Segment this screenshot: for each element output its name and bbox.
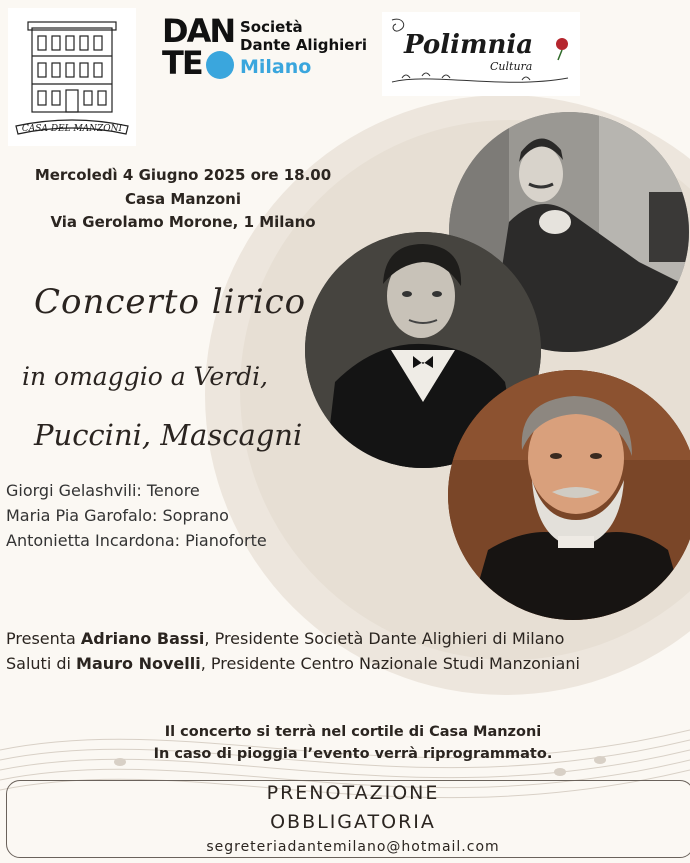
presenter-prefix: Presenta (6, 629, 81, 648)
event-date-time: Mercoledì 4 Giugno 2025 ore 18.00 (34, 166, 332, 184)
booking-email[interactable]: segreteriadantemilano@hotmail.com (206, 839, 500, 855)
dante-dot-icon (206, 51, 234, 79)
title-line1: Concerto lirico (34, 282, 307, 322)
booking-line2: OBBLIGATORIA (270, 811, 436, 833)
performer-soprano: Maria Pia Garofalo: Soprano (6, 506, 229, 525)
presenter-name: Adriano Bassi (80, 629, 205, 648)
rain-note: In caso di pioggia l’evento verrà riprogrammato. (153, 746, 553, 762)
casa-manzoni-caption: CASA DEL MANZONI (21, 124, 123, 134)
title-line2: in omaggio a Verdi, (22, 362, 269, 391)
polimnia-wordmark: Polimnia (404, 30, 534, 60)
greetings-prefix: Saluti di (6, 654, 77, 673)
venue-note: Il concerto si terrà nel cortile di Casa Manzoni (164, 724, 542, 740)
booking-line1: PRENOTAZIONE (266, 782, 440, 804)
polimnia-logo (382, 12, 580, 96)
dante-mark (160, 14, 236, 80)
title-line3: Puccini, Mascagni (34, 418, 303, 452)
performer-tenor: Giorgi Gelashvili: Tenore (6, 481, 200, 500)
dante-alighieri-logo (160, 12, 367, 84)
presenter-credit (6, 627, 564, 651)
event-address: Via Gerolamo Morone, 1 Milano (50, 213, 316, 231)
portrait-verdi (448, 370, 690, 620)
performer-piano: Antonietta Incardona: Pianoforte (6, 531, 267, 550)
greetings-name: Mauro Novelli (76, 654, 201, 673)
greetings-role: , Presidente Centro Nazionale Studi Manzoniani (200, 654, 580, 673)
dante-mark-line2: TE (162, 44, 202, 82)
dante-name-line2: Dante Alighieri (240, 36, 367, 54)
presenter-role: , Presidente Società Dante Alighieri di Milano (204, 629, 565, 648)
greetings-credit (6, 652, 580, 676)
dante-name-line1: Società (240, 18, 303, 36)
event-venue: Casa Manzoni (125, 190, 241, 208)
dante-city: Milano (240, 56, 312, 78)
dante-mark-line1: DAN (162, 12, 235, 50)
polimnia-subtitle: Cultura (490, 60, 533, 73)
rose-icon (556, 38, 568, 50)
